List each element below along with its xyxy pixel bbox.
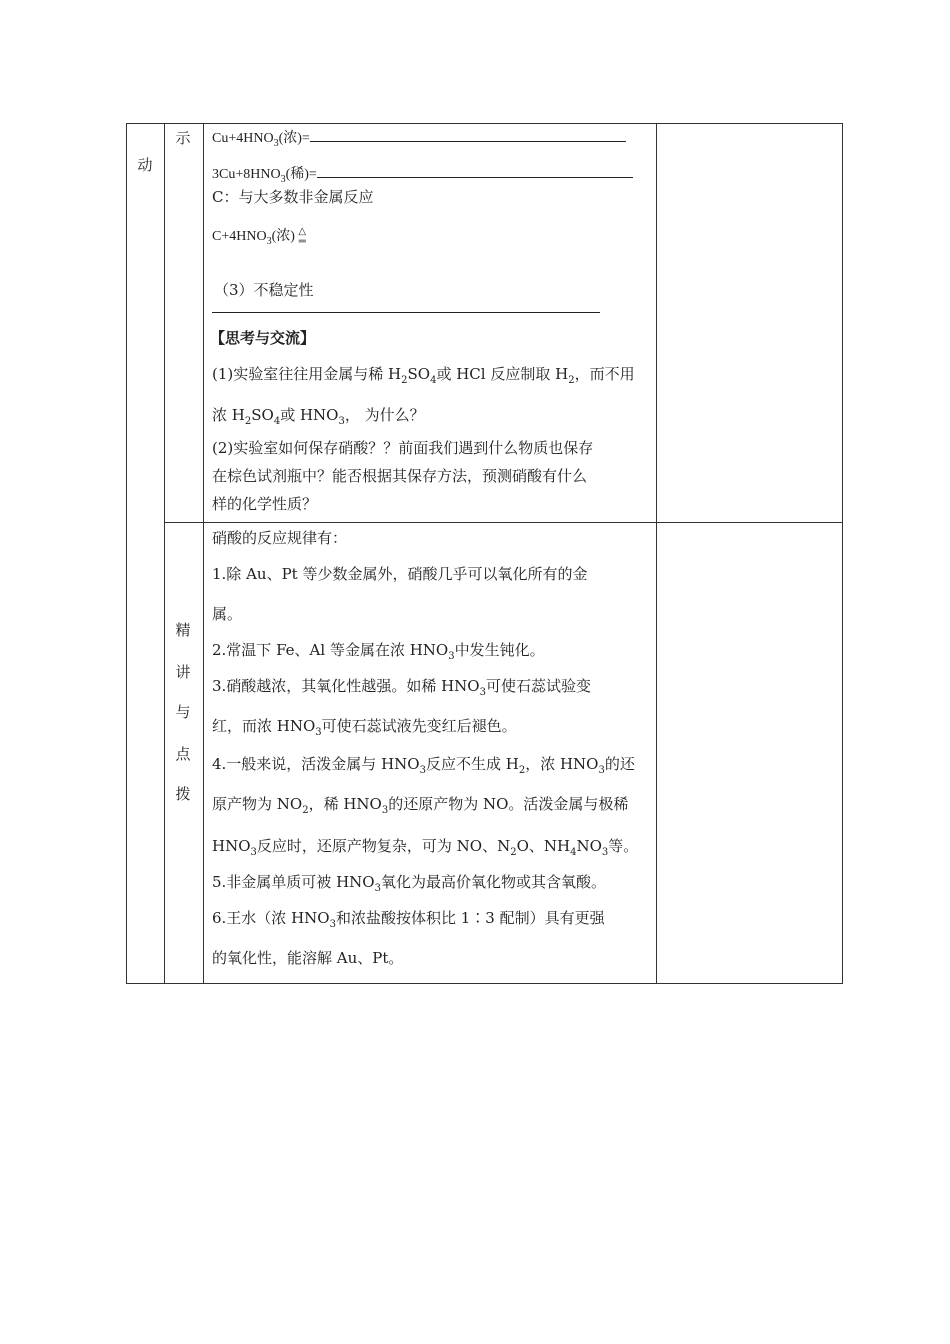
rule-6-line-1: 6.王水（浓 $HNO_3$和浓盐酸按体积比 1∶3 配制）具有更强 <box>212 909 605 930</box>
heat-condition-icon: △ ═ <box>298 226 307 247</box>
rule-6-line-2: 的氧化性，能溶解 Au、Pt。 <box>212 949 404 967</box>
instability-heading: （3）不稳定性 <box>214 281 314 299</box>
carbon-heading: C：与大多数非金属反应 <box>212 188 374 206</box>
reaction-cu-conc: $Cu+4HNO_3$(浓)= <box>212 127 626 149</box>
think-title: 【思考与交流】 <box>210 329 316 347</box>
answer-blank <box>310 127 626 142</box>
question-2-line-2: 在棕色试剂瓶中？能否根据其保存方法，预测硝酸有什么 <box>212 467 588 485</box>
guide-char-1: 精 <box>175 621 191 639</box>
column-divider-1 <box>164 123 165 984</box>
rule-4-line-1: 4.一般来说，活泼金属与 $HNO_3$反应不生成 $H_2$，浓 $HNO_3$的还 <box>212 755 635 776</box>
show-label: 示 <box>175 129 191 147</box>
rule-1-line-2: 属。 <box>212 605 243 623</box>
guide-char-2: 讲 <box>175 663 191 681</box>
question-2-line-3: 样的化学性质？ <box>212 495 318 513</box>
rule-4-line-3: $HNO_3$反应时，还原产物复杂，可为 NO、$N_2O$、$NH_4NO_3$等。 <box>212 837 639 858</box>
activity-label: 动 <box>137 156 153 174</box>
rule-3-line-2: 红，而浓 $HNO_3$可使石蕊试液先变红后褪色。 <box>212 717 517 738</box>
rules-intro: 硝酸的反应规律有： <box>212 529 348 547</box>
reaction-cu-dilute: $3Cu+8HNO_3$(稀)= <box>212 163 633 185</box>
rule-3-line-1: 3.硝酸越浓，其氧化性越强。如稀 $HNO_3$可使石蕊试验变 <box>212 677 591 698</box>
question-1-line-2: 浓 $H_2SO_4$或 $HNO_3$， 为什么？ <box>212 406 425 427</box>
rule-2: 2.常温下 Fe、Al 等金属在浓 $HNO_3$中发生钝化。 <box>212 641 545 662</box>
row-divider <box>164 522 843 523</box>
table-border-bottom <box>126 983 843 984</box>
lesson-table <box>126 123 843 984</box>
rule-5: 5.非金属单质可被 $HNO_3$氧化为最高价氧化物或其含氧酸。 <box>212 873 606 894</box>
reaction-carbon: $C+4HNO_3$(浓) △ ═ <box>212 226 307 248</box>
column-divider-3 <box>656 123 657 984</box>
guide-char-5: 拨 <box>175 785 191 803</box>
question-1-line-1: (1)实验室往往用金属与稀 $H_2SO_4$或 HCl 反应制取 $H_2$，而不用 <box>212 365 635 386</box>
rule-4-line-2: 原产物为 $NO_2$，稀 $HNO_3$的还原产物为 NO。活泼金属与极稀 <box>212 795 629 816</box>
question-2-line-1: (2)实验室如何保存硝酸？？前面我们遇到什么物质也保存 <box>212 439 594 457</box>
rule-1-line-1: 1.除 Au、Pt 等少数金属外，硝酸几乎可以氧化所有的金 <box>212 565 588 583</box>
table-border-left <box>126 123 127 984</box>
guide-char-3: 与 <box>175 703 191 721</box>
table-border-top <box>126 123 843 124</box>
answer-blank <box>317 163 633 178</box>
column-divider-2 <box>203 123 204 984</box>
guide-char-4: 点 <box>175 745 191 763</box>
table-border-right <box>842 123 843 984</box>
answer-blank-line <box>212 312 600 313</box>
